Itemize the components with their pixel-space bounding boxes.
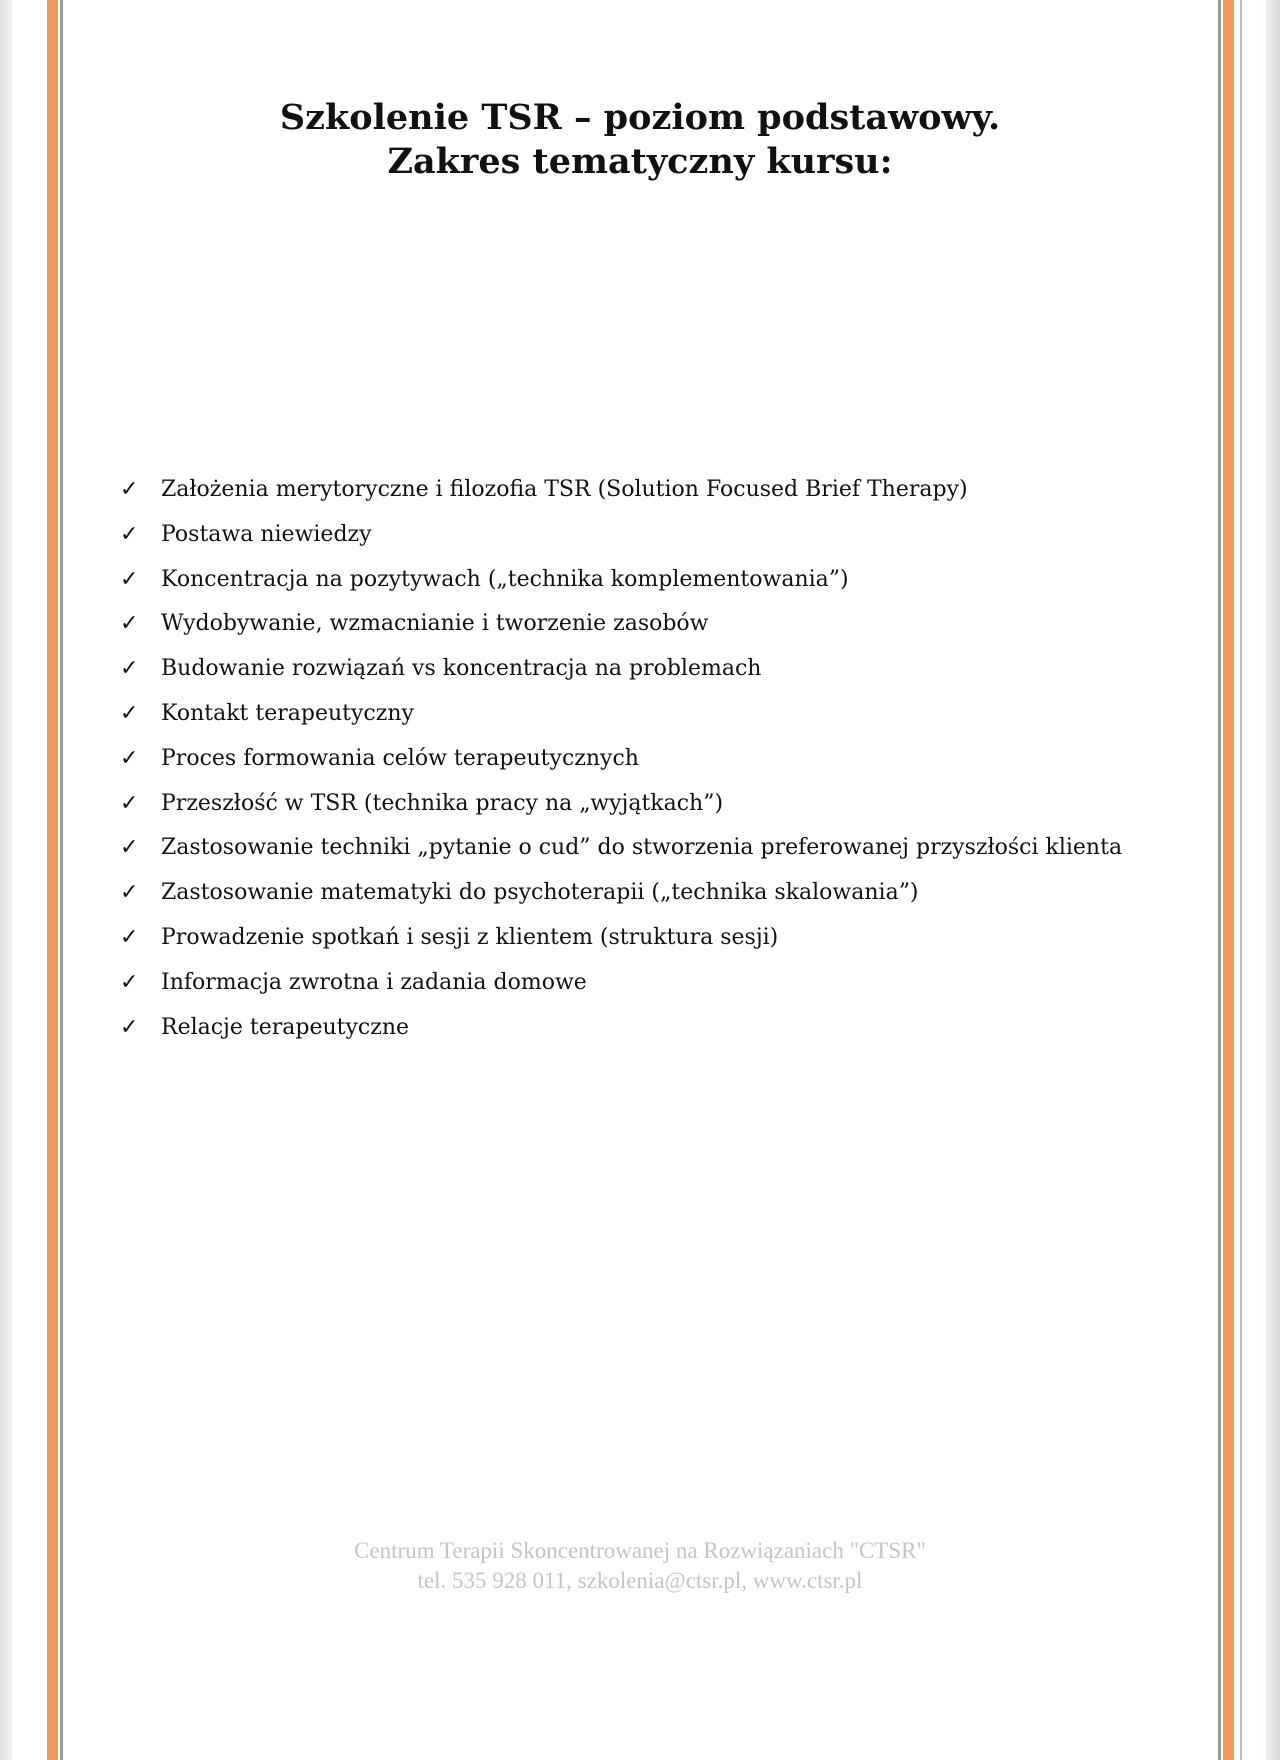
page-edge-left [0,0,12,1760]
topic-item [120,558,1200,603]
topic-item [120,692,1200,737]
check-icon: ✓ [120,521,139,547]
title-line-2: Zakres tematyczny kursu: [387,141,893,182]
topic-item [120,916,1200,961]
check-icon: ✓ [120,790,139,816]
check-icon: ✓ [120,611,139,637]
check-icon: ✓ [120,700,139,726]
topic-text: Postawa niewiedzy [161,521,372,547]
topic-item [120,782,1200,827]
topic-item [120,826,1200,871]
footer-contact: tel. 535 928 011, szkolenia@ctsr.pl, www.ctsr.pl [417,1568,863,1593]
topic-text: Zastosowanie techniki „pytanie o cud” do stworzenia preferowanej przyszłości klienta [161,835,1123,861]
check-icon: ✓ [120,880,139,906]
topic-text: Przeszłość w TSR (technika pracy na „wyjątkach”) [161,790,724,816]
topic-item [120,513,1200,558]
check-icon: ✓ [120,1014,139,1040]
left-orange-border [47,0,58,1760]
footer-organization: Centrum Terapii Skoncentrowanej na Rozwiązaniach "CTSR" [354,1538,926,1563]
check-icon: ✓ [120,566,139,592]
topic-text: Wydobywanie, wzmacnianie i tworzenie zasobów [161,611,709,637]
topic-text: Kontakt terapeutyczny [161,700,414,726]
check-icon: ✓ [120,835,139,861]
topic-text: Budowanie rozwiązań vs koncentracja na problemach [161,656,762,682]
document-title [0,96,1280,184]
right-thin-border [1240,0,1242,1760]
topic-item [120,1006,1200,1051]
left-grey-border [60,0,63,1760]
title-line-1: Szkolenie TSR – poziom podstawowy. [279,97,1001,138]
topic-text: Prowadzenie spotkań i sesji z klientem (struktura sesji) [161,924,779,950]
topic-text: Informacja zwrotna i zadania domowe [161,969,587,995]
topic-text: Proces formowania celów terapeutycznych [161,745,639,771]
check-icon: ✓ [120,924,139,950]
footer [0,1536,1280,1596]
check-icon: ✓ [120,969,139,995]
topic-item [120,871,1200,916]
right-grey-border [1218,0,1221,1760]
check-icon: ✓ [120,477,139,502]
check-icon: ✓ [120,656,139,682]
topic-item [120,737,1200,782]
page-edge-right [1266,0,1280,1760]
right-orange-border [1223,0,1234,1760]
topic-item [120,468,1200,513]
topic-list [120,468,1200,1050]
topic-text: Założenia merytoryczne i filozofia TSR (Solution Focused Brief Therapy) [161,477,968,502]
topic-item [120,647,1200,692]
topic-text: Koncentracja na pozytywach („technika komplementowania”) [161,566,849,592]
topic-item [120,961,1200,1006]
topic-text: Relacje terapeutyczne [161,1014,410,1040]
check-icon: ✓ [120,745,139,771]
topic-text: Zastosowanie matematyki do psychoterapii („technika skalowania”) [161,880,919,906]
topic-item [120,602,1200,647]
